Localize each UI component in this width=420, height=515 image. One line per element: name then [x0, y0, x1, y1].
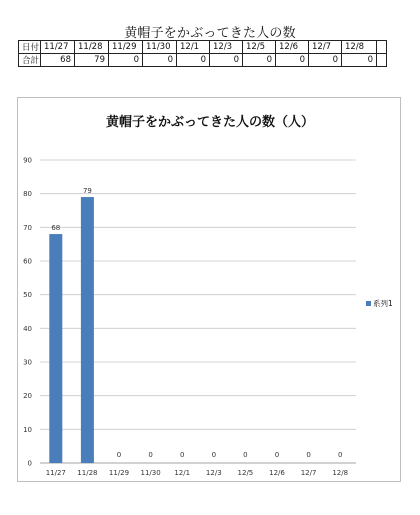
y-tick-label: 20 [23, 392, 32, 401]
total-cell[interactable]: 79 [75, 54, 109, 67]
y-tick-label: 0 [27, 459, 32, 468]
date-cell[interactable]: 11/28 [75, 41, 109, 54]
chart-title: 黄帽子をかぶってきた人の数（人） [105, 115, 314, 130]
x-tick-label: 11/27 [45, 469, 66, 477]
date-cell[interactable]: 12/5 [243, 41, 276, 54]
total-cell[interactable]: 0 [177, 54, 210, 67]
y-tick-label: 80 [23, 190, 32, 199]
bar [49, 234, 62, 463]
y-tick-label: 60 [23, 257, 32, 266]
date-cell[interactable]: 11/30 [143, 41, 177, 54]
total-cell[interactable]: 0 [243, 54, 276, 67]
date-cell[interactable]: 12/8 [342, 41, 377, 54]
data-label: 0 [148, 451, 153, 459]
x-tick-label: 12/3 [205, 469, 222, 477]
data-label: 0 [243, 451, 248, 459]
date-cell[interactable]: 11/27 [41, 41, 75, 54]
date-cell[interactable]: 12/3 [210, 41, 243, 54]
y-tick-label: 70 [23, 223, 32, 232]
data-label: 0 [337, 451, 343, 459]
y-tick-label: 90 [23, 156, 32, 165]
total-cell[interactable]: 0 [143, 54, 177, 67]
data-label: 0 [274, 451, 280, 459]
x-tick-label: 11/28 [77, 469, 98, 477]
row-label-total[interactable]: 合計 [19, 54, 41, 67]
y-tick-label: 50 [23, 291, 32, 300]
data-label: 68 [51, 224, 61, 233]
date-cell[interactable]: 11/29 [109, 41, 143, 54]
date-cell[interactable]: 12/6 [276, 41, 309, 54]
total-cell[interactable]: 68 [41, 54, 75, 67]
data-label: 0 [211, 451, 217, 459]
legend[interactable] [366, 298, 393, 309]
date-cell[interactable]: 12/7 [309, 41, 342, 54]
x-tick-label: 12/7 [300, 469, 317, 477]
data-label: 0 [306, 451, 311, 459]
data-label: 0 [179, 451, 185, 459]
legend-label: 系列1 [373, 299, 393, 308]
x-tick-label: 12/8 [332, 469, 349, 477]
x-tick-label: 11/29 [108, 469, 130, 477]
sheet-title: 黄帽子をかぶってきた人の数 [124, 26, 296, 41]
row-label-date[interactable]: 日付 [19, 41, 41, 54]
y-tick-label: 10 [23, 425, 32, 434]
y-tick-label: 40 [23, 324, 32, 333]
x-tick-label: 11/30 [140, 469, 161, 477]
date-cell[interactable]: 12/1 [177, 41, 210, 54]
y-tick-label: 30 [23, 358, 32, 367]
total-cell[interactable]: 0 [210, 54, 243, 67]
bar [81, 197, 94, 463]
total-cell[interactable]: 0 [309, 54, 342, 67]
data-label: 79 [82, 187, 92, 196]
x-tick-label: 12/6 [269, 469, 285, 477]
x-tick-label: 12/5 [237, 469, 254, 477]
total-cell[interactable]: 0 [276, 54, 309, 67]
data-label: 0 [116, 451, 122, 459]
total-cell[interactable]: 0 [342, 54, 377, 67]
legend-swatch [366, 301, 371, 306]
x-tick-label: 12/1 [174, 469, 191, 477]
total-cell[interactable]: 0 [109, 54, 143, 67]
